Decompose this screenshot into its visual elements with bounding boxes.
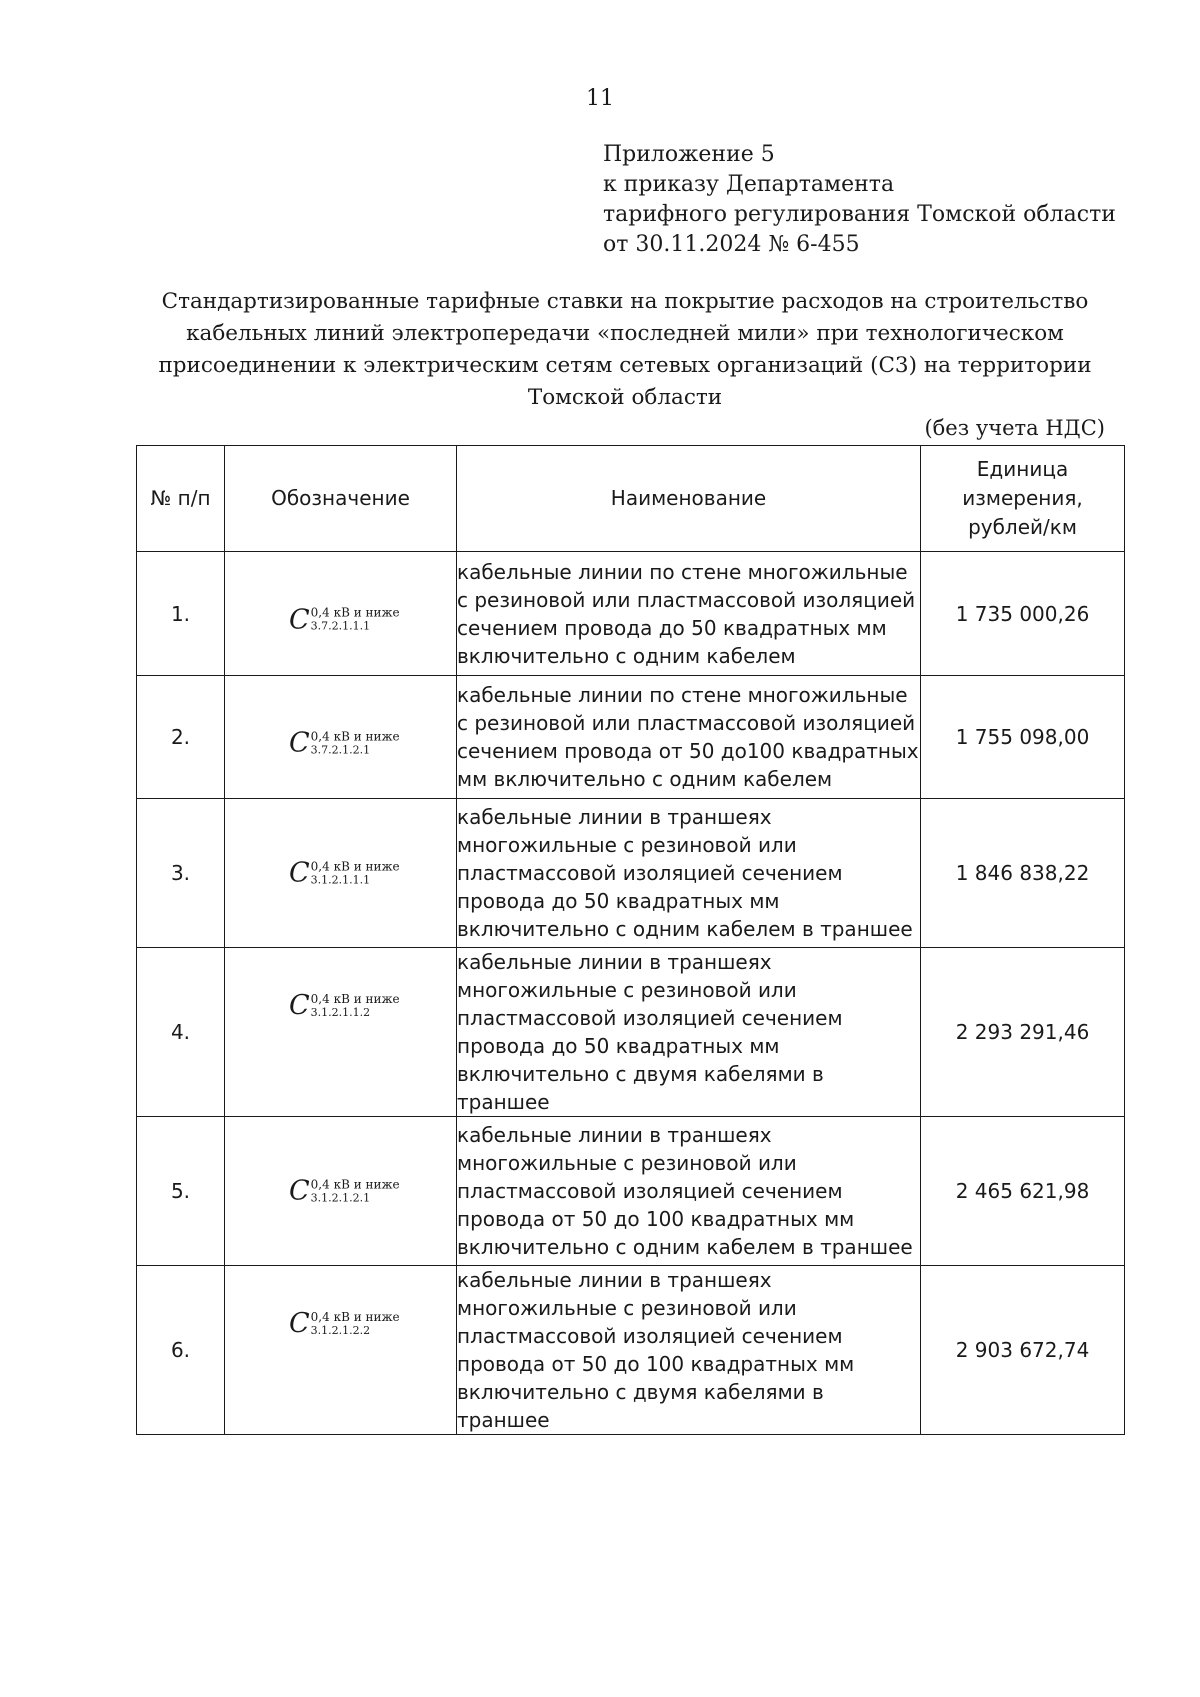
title-line: Томской области (527, 385, 723, 410)
appendix-line: Приложение 5 (603, 142, 775, 167)
row-number: 6. (137, 1266, 225, 1435)
table-header-row (137, 446, 1125, 552)
formula-superscript: 0,4 кВ и ниже (310, 1177, 400, 1191)
header-unit-line: измерения, (962, 486, 1083, 510)
formula-symbol: C (289, 990, 310, 1022)
document-title (140, 286, 1110, 414)
header-code: Обозначение (225, 446, 457, 552)
title-line: присоединении к электрическим сетям сетевых организаций (С3) на территории (158, 353, 1092, 378)
table-row (137, 799, 1125, 948)
formula-symbol: C (289, 727, 310, 759)
vat-note: (без учета НДС) (924, 416, 1105, 440)
tariff-formula (289, 604, 400, 635)
tariff-formula (289, 1176, 400, 1207)
row-name: кабельные линии в траншеях многожильные с резиновой или пластмассовой изоляцией сечением провода от 50 до 100 квадратных мм включительно с одним кабелем в траншее (457, 1117, 921, 1266)
header-num: № п/п (137, 446, 225, 552)
header-unit (921, 446, 1125, 552)
appendix-block (603, 140, 1163, 260)
row-designation (225, 676, 457, 799)
title-line: Стандартизированные тарифные ставки на покрытие расходов на строительство (161, 289, 1089, 314)
tariff-formula (289, 728, 400, 759)
row-designation (225, 1117, 457, 1266)
row-rate: 1 846 838,22 (921, 799, 1125, 948)
row-number: 2. (137, 676, 225, 799)
appendix-line: от 30.11.2024 № 6-455 (603, 232, 860, 257)
table-row (137, 1117, 1125, 1266)
row-number: 1. (137, 552, 225, 676)
formula-superscript: 0,4 кВ и ниже (310, 729, 400, 744)
tariff-formula (289, 858, 400, 889)
formula-symbol: C (289, 1175, 310, 1207)
title-line: кабельных линий электропередачи «последней мили» при технологическом (186, 321, 1064, 346)
tariff-formula (289, 1308, 400, 1339)
row-rate: 2 293 291,46 (921, 948, 1125, 1117)
header-unit-line: рублей/км (968, 515, 1077, 539)
header-unit-line: Единица (976, 457, 1069, 481)
row-designation (225, 799, 457, 948)
formula-subscript: 3.7.2.1.1.1 (310, 619, 371, 633)
page-number: 11 (586, 86, 614, 111)
row-designation (225, 1266, 457, 1435)
formula-symbol: C (289, 604, 310, 636)
row-name: кабельные линии в траншеях многожильные с резиновой или пластмассовой изоляцией сечением провода до 50 квадратных мм включительно с двумя кабелями в траншее (457, 948, 921, 1117)
appendix-line: к приказу Департамента (603, 172, 895, 197)
table-row (137, 552, 1125, 676)
row-designation (225, 552, 457, 676)
row-rate: 2 465 621,98 (921, 1117, 1125, 1266)
row-rate: 1 735 000,26 (921, 552, 1125, 676)
formula-superscript: 0,4 кВ и ниже (310, 605, 400, 620)
row-name: кабельные линии в траншеях многожильные с резиновой или пластмассовой изоляцией сечением провода от 50 до 100 квадратных мм включительно с двумя кабелями в траншее (457, 1266, 921, 1435)
formula-superscript: 0,4 кВ и ниже (310, 1309, 400, 1324)
header-name: Наименование (457, 446, 921, 552)
tariff-formula (289, 990, 400, 1021)
appendix-line: тарифного регулирования Томской области (603, 202, 1116, 227)
formula-symbol: C (289, 1308, 310, 1340)
formula-subscript: 3.1.2.1.1.1 (310, 873, 371, 886)
tariff-table (136, 445, 1125, 1435)
formula-subscript: 3.1.2.1.2.1 (310, 1191, 371, 1204)
row-rate: 1 755 098,00 (921, 676, 1125, 799)
formula-subscript: 3.7.2.1.2.1 (310, 743, 371, 757)
table-row (137, 1266, 1125, 1435)
row-name: кабельные линии по стене многожильные с резиновой или пластмассовой изоляцией сечением провода от 50 до100 квадратных мм включительно с одним кабелем (457, 676, 921, 799)
formula-superscript: 0,4 кВ и ниже (310, 991, 400, 1006)
formula-subscript: 3.1.2.1.1.2 (310, 1005, 371, 1019)
table-row (137, 948, 1125, 1117)
formula-superscript: 0,4 кВ и ниже (310, 859, 400, 873)
table-row (137, 676, 1125, 799)
row-name: кабельные линии по стене многожильные с резиновой или пластмассовой изоляцией сечением провода до 50 квадратных мм включительно с одним кабелем (457, 552, 921, 676)
formula-subscript: 3.1.2.1.2.2 (310, 1323, 371, 1337)
row-name: кабельные линии в траншеях многожильные с резиновой или пластмассовой изоляцией сечением провода до 50 квадратных мм включительно с одним кабелем в траншее (457, 799, 921, 948)
row-rate: 2 903 672,74 (921, 1266, 1125, 1435)
row-number: 4. (137, 948, 225, 1117)
formula-symbol: C (289, 857, 310, 889)
row-designation (225, 948, 457, 1117)
row-number: 5. (137, 1117, 225, 1266)
row-number: 3. (137, 799, 225, 948)
